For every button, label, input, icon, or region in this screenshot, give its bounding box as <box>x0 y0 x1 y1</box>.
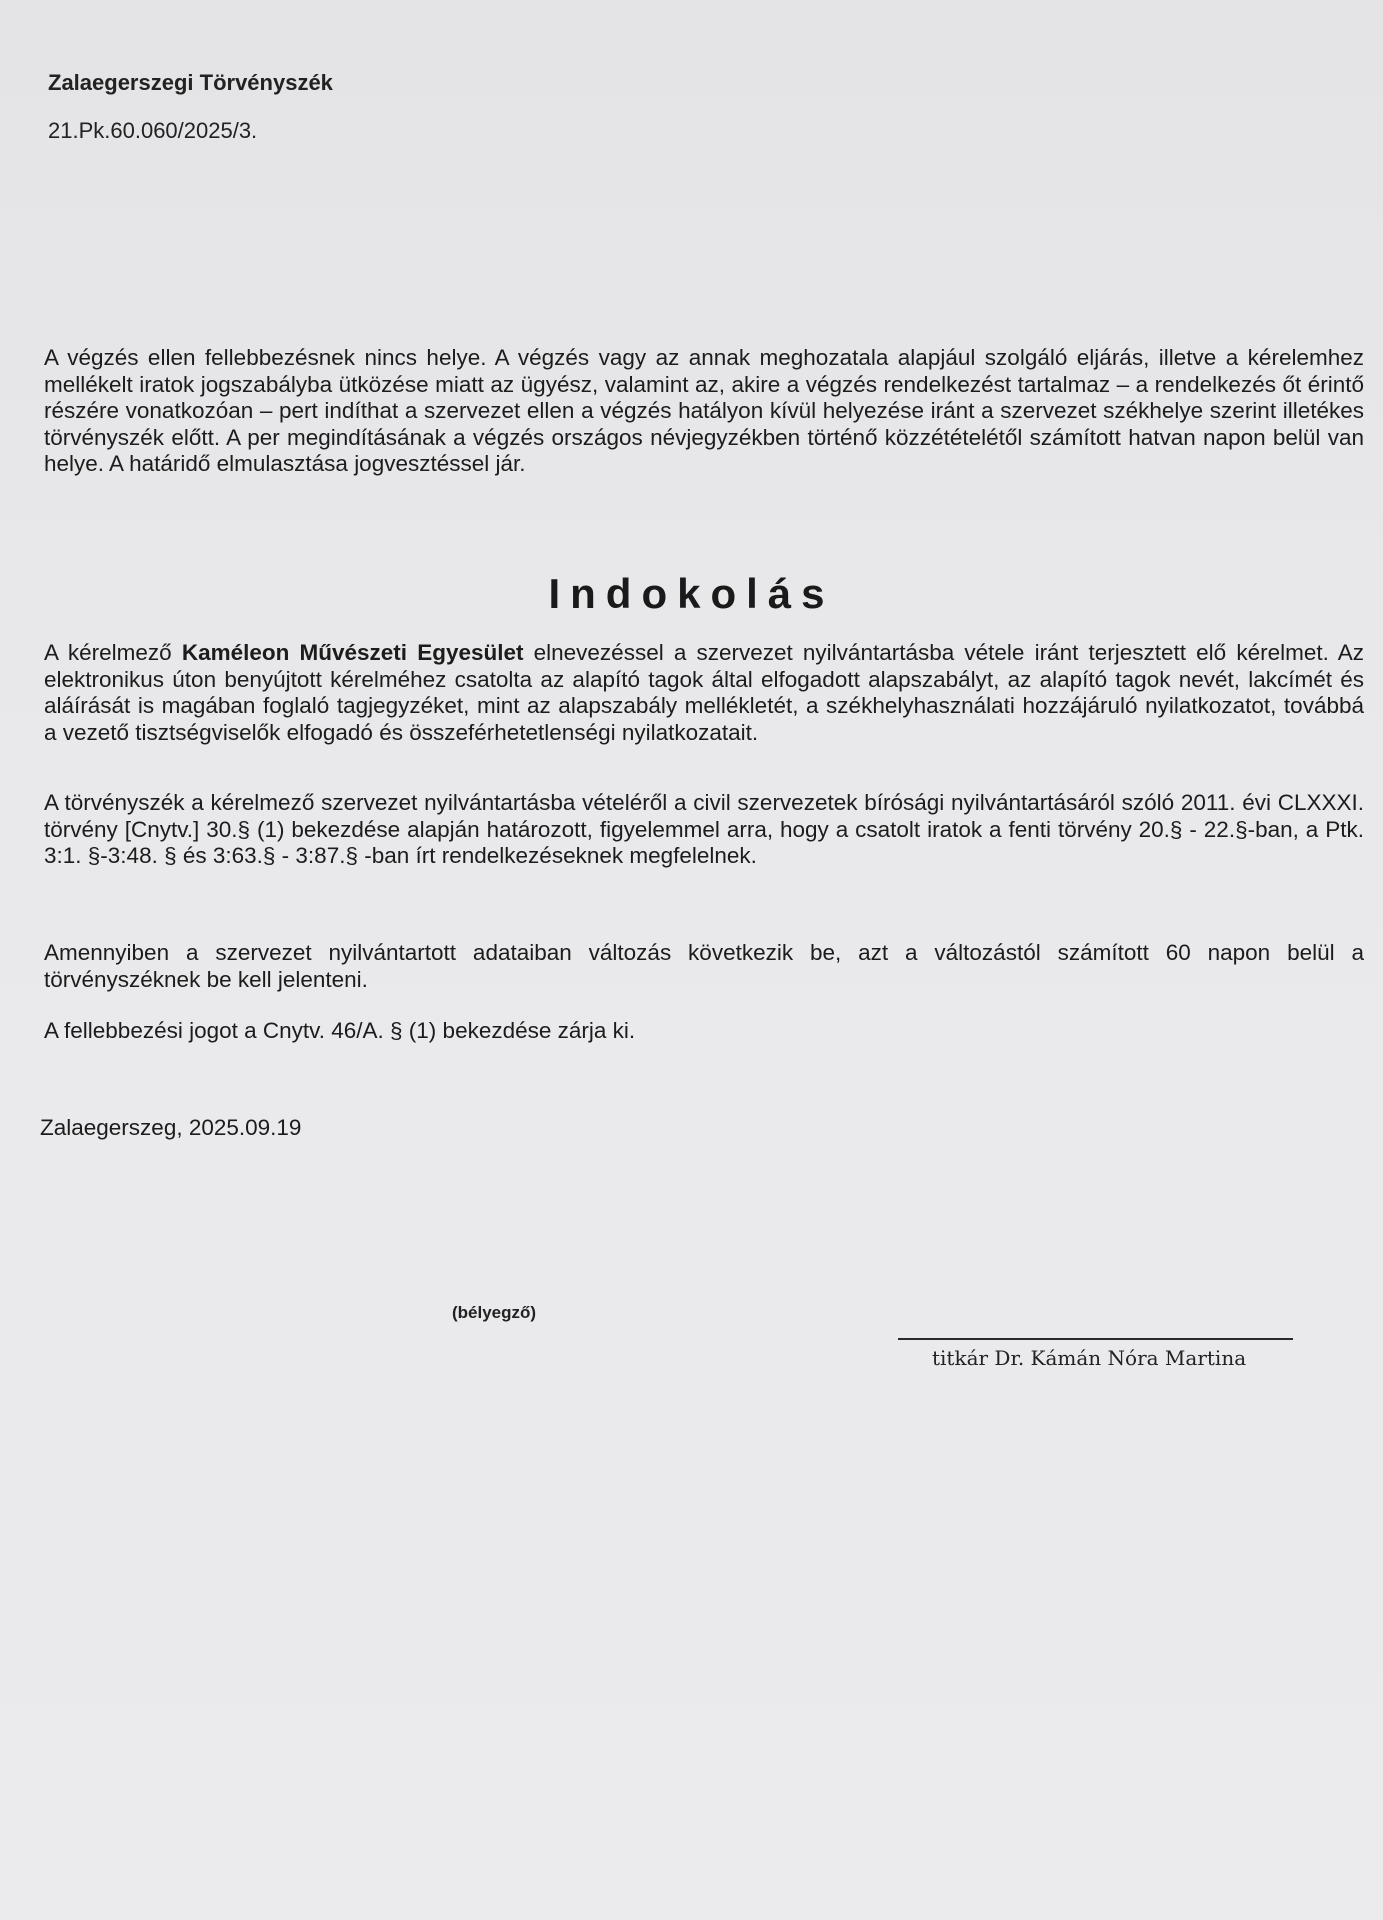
reasoning-paragraph-1 <box>44 640 1364 746</box>
organization-name: Kaméleon Művészeti Egyesület <box>181 640 524 665</box>
place-and-date: Zalaegerszeg, 2025.09.19 <box>40 1115 302 1140</box>
court-name: Zalaegerszegi Törvényszék <box>48 70 333 95</box>
change-notice-paragraph: Amennyiben a szervezet nyilvántartott adataiban változás következik be, azt a változástól számított 60 napon belül a törvényszéknek be kell jelenteni. <box>44 940 1364 992</box>
appeal-exclusion-paragraph: A fellebbezési jogot a Cnytv. 46/A. § (1) bekezdése zárja ki. <box>44 1018 636 1043</box>
reasoning-1-prefix: A kérelmező <box>44 640 182 665</box>
stamp-label: (bélyegző) <box>452 1303 537 1322</box>
signature-line <box>898 1338 1293 1340</box>
case-number: 21.Pk.60.060/2025/3. <box>48 118 258 143</box>
reasoning-paragraph-2: A törvényszék a kérelmező szervezet nyilvántartásba vételéről a civil szervezetek bírósági nyilvántartásáról szóló 2011. évi CLXXXI. törvény [Cnytv.] 30.§ (1) bekezdése alapján határozott, figyelemmel arra, hogy a csatolt iratok a fenti törvény 20.§ - 22.§-ban, a Ptk. 3:1. §-3:48. § és 3:63.§ - 3:87.§ -ban írt rendelkezéseknek megfelelnek. <box>44 790 1364 868</box>
section-heading: Indokolás <box>548 570 835 617</box>
appeal-notice-paragraph: A végzés ellen fellebbezésnek nincs helye. A végzés vagy az annak meghozatala alapjául szolgáló eljárás, illetve a kérelemhez mellékelt iratok jogszabályba ütközése miatt az ügyész, valamint az, akire a végzés rendelkezést tartalmaz – a rendelkezés őt érintő részére vonatkozóan – pert indíthat a szervezet ellen a végzés hatályon kívül helyezése iránt a szervezet székhelye szerint illetékes törvényszék előtt. A per megindításának a végzés országos névjegyzékben történő közzétételétől számított hatvan napon belül van helye. A határidő elmulasztása jogvesztéssel jár. <box>44 345 1364 476</box>
reasoning-1-suffix: elnevezéssel a szervezet nyilvántartásba vétele iránt terjesztett elő kérelmet. Az elektronikus úton benyújtott kérelméhez csatolta az alapító tagok által elfogadott alapszabályt, az alapító tagok nevét, lakcímét és aláírását is magában foglaló tagjegyzéket, mint az alapszabály mellékletét, a székhelyhasználati hozzájáruló nyilatkozatot, továbbá a vezető tisztségviselők elfogadó és összeférhetetlenségi nyilatkozatait. <box>44 640 1364 745</box>
signer-name: titkár Dr. Kámán Nóra Martina <box>932 1346 1247 1370</box>
